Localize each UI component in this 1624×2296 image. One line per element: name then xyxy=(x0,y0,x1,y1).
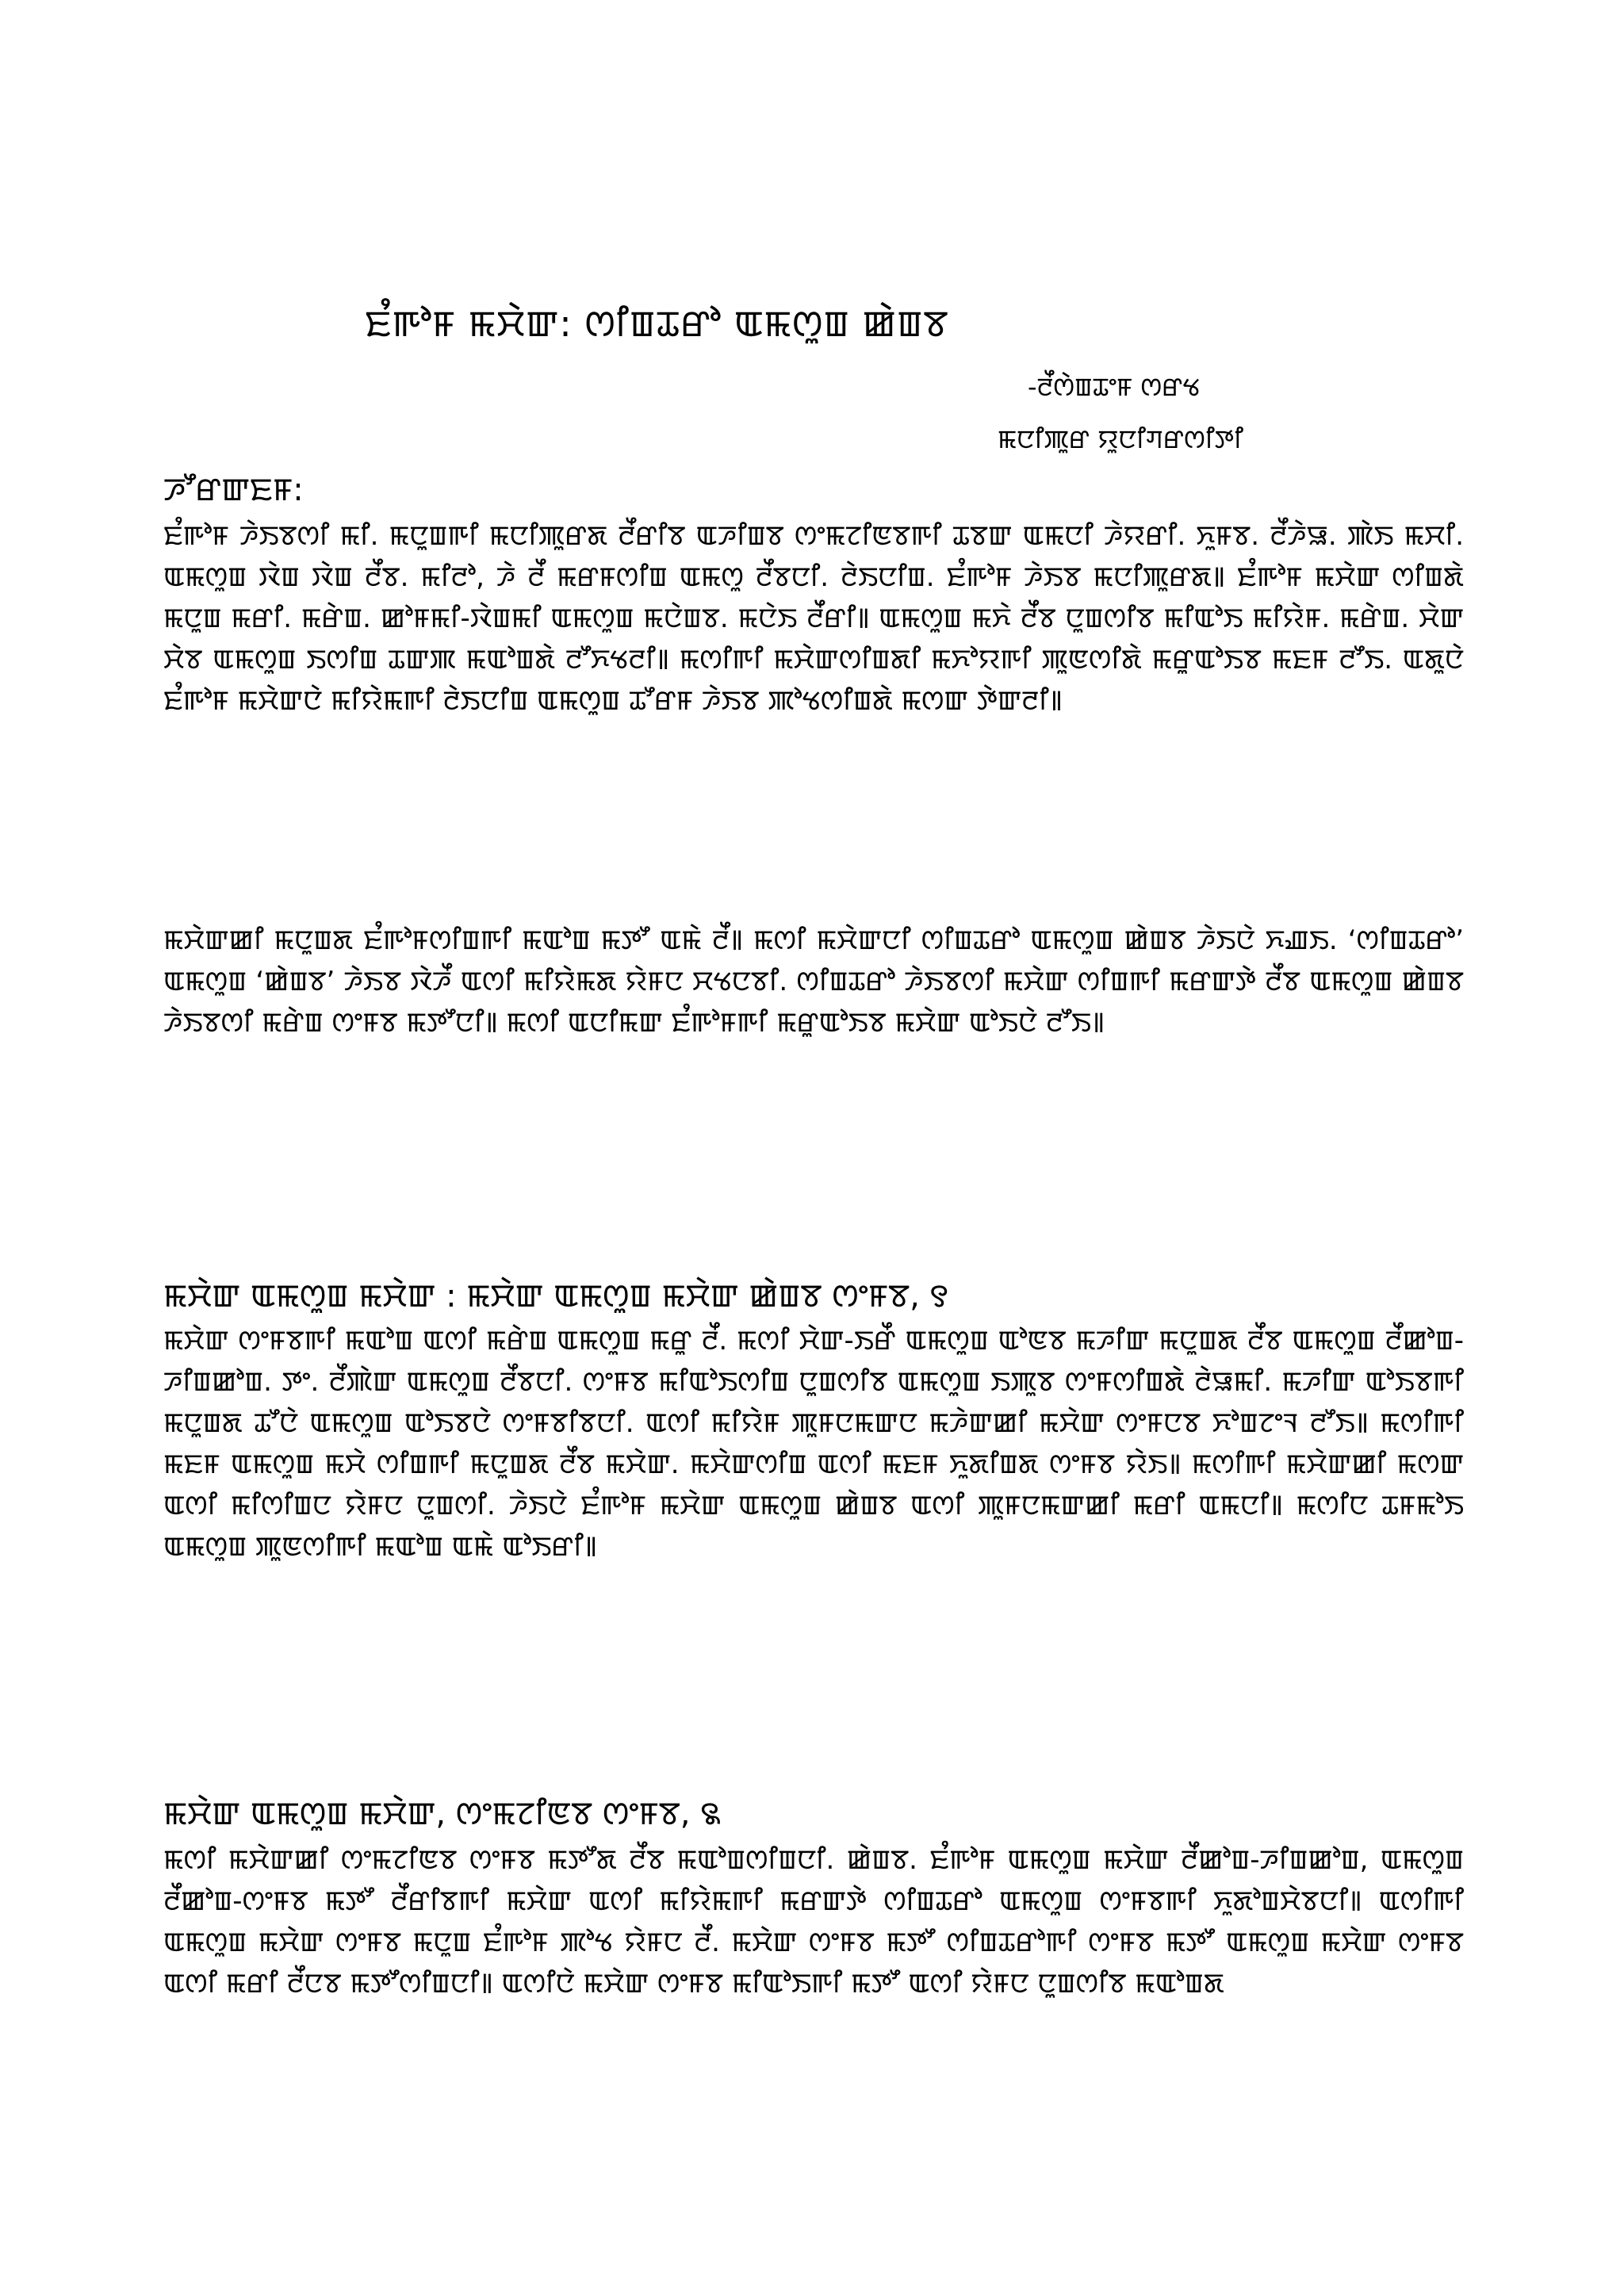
section-heading-part-2: ꯃꯆꯥꯛ ꯑꯃꯁꯨꯡ ꯃꯆꯥꯛ, ꯁꯦꯃꯖꯤꯟꯕ ꯁꯦꯝꯕ, ꯲ xyxy=(163,1796,721,1832)
paragraph-part-1: ꯃꯆꯥꯛ ꯁꯦꯝꯕꯒꯤ ꯃꯑꯣꯡ ꯑꯁꯤ ꯃꯔꯥꯡ ꯑꯃꯁꯨꯡ ꯃꯔꯨ ꯂꯩ. ꯃꯁꯤ ꯆꯥꯛ-ꯏꯔꯩ ꯑꯃꯁꯨꯡ ꯑꯣꯟꯕ ꯃꯍꯤꯛ ꯃꯅꯨꯡꯗ ꯂꯩꯕ ꯑꯃꯁꯨꯡ ꯂꯩꯀꯣꯡ-ꯍꯤꯡꯀꯣꯡ. ꯇꯦ. ꯂꯩꯄꯥꯛ ꯑꯃꯁꯨꯡ ꯂꯩꯕꯅꯤ. ꯁꯦꯝꯕ ꯃꯤꯑꯣꯏꯁꯤꯡ ꯅꯨꯡꯁꯤꯕ ꯑꯃꯁꯨꯡ ꯏꯄꯨꯕ ꯁꯦꯝꯁꯤꯡꯗꯥ ꯂꯥꯎꯃꯤ. ꯃꯍꯤꯛ ꯑꯣꯏꯕꯒꯤ ꯃꯅꯨꯡꯗ ꯊꯧꯅꯥ ꯑꯃꯁꯨꯡ ꯑꯣꯏꯕꯅꯥ ꯁꯦꯝꯕꯤꯕꯅꯤ. ꯑꯁꯤ ꯃꯤꯌꯥꯝ ꯄꯨꯝꯅꯃꯛꯅ ꯃꯍꯥꯛꯀꯤ ꯃꯆꯥꯛ ꯁꯦꯝꯅꯕ ꯈꯣꯡꯖꯦꯜ ꯂꯧꯏ꯫ ꯃꯁꯤꯒꯤ ꯃꯐꯝ ꯑꯃꯁꯨꯡ ꯃꯆꯥ ꯁꯤꯡꯒꯤ ꯃꯅꯨꯡꯗ ꯂꯩꯕ ꯃꯆꯥꯛ. ꯃꯆꯥꯛꯁꯤꯡ ꯑꯁꯤ ꯃꯐꯝ ꯈꯨꯗꯤꯡꯗ ꯁꯦꯝꯕ ꯌꯥꯏ꯫ ꯃꯁꯤꯒꯤ ꯃꯆꯥꯛꯀꯤ ꯃꯁꯛ ꯑꯁꯤ ꯃꯤꯁꯤꯡꯅ ꯌꯥꯝꯅ ꯅꯨꯡꯁꯤ. ꯍꯥꯏꯅꯥ ꯐꯪꯒꯣꯝ ꯃꯆꯥꯛ ꯑꯃꯁꯨꯡ ꯀꯥꯡꯕ ꯑꯁꯤ ꯄꯨꯝꯅꯃꯛꯀꯤ ꯃꯔꯤ ꯑꯃꯅꯤ꯫ ꯃꯁꯤꯅ ꯊꯝꯃꯣꯏ ꯑꯃꯁꯨꯡ ꯄꯨꯟꯁꯤꯒꯤ ꯃꯑꯣꯡ ꯑꯃꯥ ꯑꯣꯏꯔꯤ꯫ xyxy=(163,1325,1464,1563)
author-byline: -ꯂꯩꯁꯥꯡꯊꯦꯝ ꯁꯔꯠ xyxy=(1028,372,1201,402)
paragraph-part-2: ꯃꯁꯤ ꯃꯆꯥꯛꯀꯤ ꯁꯦꯃꯖꯤꯟꯕ ꯁꯦꯝꯕ ꯃꯇꯧꯗ ꯂꯩꯕ ꯃꯑꯣꯡꯁꯤꯡꯅꯤ. ꯀꯥꯡꯕ. ꯐꯪꯒꯣꯝ ꯑꯃꯁꯨꯡ ꯃꯆꯥꯛ ꯂꯩꯀꯣꯡ-ꯍꯤꯡꯀꯣꯡ, ꯑꯃꯁꯨꯡ ꯂꯩꯀꯣꯡ-ꯁꯦꯝꯕ ꯃꯇꯧ ꯂꯩꯔꯤꯕꯒꯤ ꯃꯆꯥꯛ ꯑꯁꯤ ꯃꯤꯌꯥꯃꯒꯤ ꯃꯔꯛꯇꯥ ꯁꯤꯡꯊꯔꯣ ꯑꯃꯁꯨꯡ ꯁꯦꯝꯕꯒꯤ ꯈꯨꯗꯣꯡꯆꯥꯕꯅꯤ꯫ ꯑꯁꯤꯒꯤ ꯑꯃꯁꯨꯡ ꯃꯆꯥꯛ ꯁꯦꯝꯕ ꯃꯅꯨꯡ ꯐꯪꯒꯣꯝ ꯄꯣꯠ ꯌꯥꯝꯅ ꯂꯩ. ꯃꯆꯥꯛ ꯁꯦꯝꯕ ꯃꯇꯧ ꯁꯤꯡꯊꯔꯣꯒꯤ ꯁꯦꯝꯕ ꯃꯇꯧ ꯑꯃꯁꯨꯡ ꯃꯆꯥꯛ ꯁꯦꯝꯕ ꯑꯁꯤ ꯃꯔꯤ ꯂꯩꯅꯕ ꯃꯇꯧꯁꯤꯡꯅꯤ꯫ ꯑꯁꯤꯅꯥ ꯃꯆꯥꯛ ꯁꯦꯝꯕ ꯃꯤꯑꯣꯏꯒꯤ ꯃꯇꯧ ꯑꯁꯤ ꯌꯥꯝꯅ ꯅꯨꯡꯁꯤꯕ ꯃꯑꯣꯡꯗ xyxy=(163,1844,1464,1999)
paragraph-introduction: ꯐꯪꯒꯣꯝ ꯍꯥꯏꯕꯁꯤ ꯃꯤ. ꯃꯅꯨꯡꯒꯤ ꯃꯅꯤꯄꯨꯔꯗ ꯂꯩꯔꯤꯕ ꯑꯍꯤꯡꯕ ꯁꯦꯃꯖꯤꯟꯕꯒꯤ ꯊꯕꯛ ꯑꯃꯅꯤ ꯍꯥꯌꯔꯤ. ꯈꯨꯝꯕ. ꯂꯩꯍꯥꯎ. ꯄꯥꯏ ꯃꯆꯤ. ꯑꯃꯁꯨꯡ ꯋꯥꯡ ꯋꯥꯡ ꯂꯩꯕ. ꯃꯤꯂꯣ, ꯍꯥ ꯂꯩ ꯃꯔꯝꯁꯤꯡ ꯑꯃꯁꯨ ꯂꯩꯕꯅꯤ. ꯂꯥꯏꯅꯤꯡ. ꯐꯪꯒꯣꯝ ꯍꯥꯏꯕ ꯃꯅꯤꯄꯨꯔꯗ꯫ ꯐꯪꯒꯣꯝ ꯃꯆꯥꯛ ꯁꯤꯡꯗꯥ ꯃꯅꯨꯡ ꯃꯔꯤ. ꯃꯔꯥꯡ. ꯀꯣꯝꯃꯤ-ꯋꯥꯡꯃꯤ ꯑꯃꯁꯨꯡ ꯃꯅꯥꯡꯕ. ꯃꯅꯥꯏ ꯂꯩꯔꯤ꯫ ꯑꯃꯁꯨꯡ ꯃꯈꯥ ꯂꯩꯕ ꯅꯨꯡꯁꯤꯕ ꯃꯤꯑꯣꯏ ꯃꯤꯌꯥꯝ. ꯃꯔꯥꯡ. ꯆꯥꯛ ꯆꯥꯕ ꯑꯃꯁꯨꯡ ꯏꯁꯤꯡ ꯊꯛꯄ ꯃꯑꯣꯡꯗꯥ ꯂꯧꯈꯠꯂꯤ꯫ ꯃꯁꯤꯒꯤ ꯃꯆꯥꯛꯁꯤꯡꯗꯤ ꯃꯈꯣꯌꯒꯤ ꯄꯨꯟꯁꯤꯗꯥ ꯃꯔꯨꯑꯣꯏꯕ ꯃꯐꯝ ꯂꯧꯏ. ꯑꯗꯨꯅꯥ ꯐꯪꯒꯣꯝ ꯃꯆꯥꯛꯅꯥ ꯃꯤꯌꯥꯃꯒꯤ ꯂꯥꯏꯅꯤꯡ ꯑꯃꯁꯨꯡ ꯊꯧꯔꯝ ꯍꯥꯏꯕ ꯄꯣꯠꯁꯤꯡꯗꯥ ꯃꯁꯛ ꯇꯥꯛꯂꯤ꯫ xyxy=(163,520,1464,717)
section-heading-part-1: ꯃꯆꯥꯛ ꯑꯃꯁꯨꯡ ꯃꯆꯥꯛ : ꯃꯆꯥꯛ ꯑꯃꯁꯨꯡ ꯃꯆꯥꯛ ꯀꯥꯡꯕ ꯁꯦꯝꯕ, ꯱ xyxy=(163,1278,949,1314)
author-affiliation: ꯃꯅꯤꯄꯨꯔ ꯌꯨꯅꯤꯚꯔꯁꯤꯇꯤ xyxy=(998,424,1243,454)
paragraph-sinthro-kangba: ꯃꯆꯥꯛꯀꯤ ꯃꯅꯨꯡꯗ ꯐꯪꯒꯣꯝꯁꯤꯡꯒꯤ ꯃꯑꯣꯡ ꯃꯇꯧ ꯑꯃꯥ ꯂꯩ꯫ ꯃꯁꯤ ꯃꯆꯥꯛꯅꯤ ꯁꯤꯡꯊꯔꯣ ꯑꯃꯁꯨꯡ ꯀꯥꯡꯕ ꯍꯥꯏꯅꯥ ꯈꯉꯏ. ‘ꯁꯤꯡꯊꯔꯣ’ ꯑꯃꯁꯨꯡ ‘ꯀꯥꯡꯕ’ ꯍꯥꯏꯕ ꯋꯥꯍꯩ ꯑꯁꯤ ꯃꯤꯌꯥꯃꯗ ꯌꯥꯝꯅ ꯆꯠꯅꯕꯤ. ꯁꯤꯡꯊꯔꯣ ꯍꯥꯏꯕꯁꯤ ꯃꯆꯥꯛ ꯁꯤꯡꯒꯤ ꯃꯔꯛꯇꯥ ꯂꯩꯕ ꯑꯃꯁꯨꯡ ꯀꯥꯡꯕ ꯍꯥꯏꯕꯁꯤ ꯃꯔꯥꯡ ꯁꯦꯝꯕ ꯃꯇꯧꯅꯤ꯫ ꯃꯁꯤ ꯑꯅꯤꯃꯛ ꯐꯪꯒꯣꯝꯒꯤ ꯃꯔꯨꯑꯣꯏꯕ ꯃꯆꯥꯛ ꯑꯣꯏꯅꯥ ꯂꯧꯏ꯫ xyxy=(163,924,1464,1039)
document-title: ꯐꯪꯒꯣꯝ ꯃꯆꯥꯛ: ꯁꯤꯡꯊꯔꯣ ꯑꯃꯁꯨꯡ ꯀꯥꯡꯕ xyxy=(365,302,949,345)
section-heading-introduction: ꯍꯧꯔꯛꯐꯝ: xyxy=(163,472,304,508)
